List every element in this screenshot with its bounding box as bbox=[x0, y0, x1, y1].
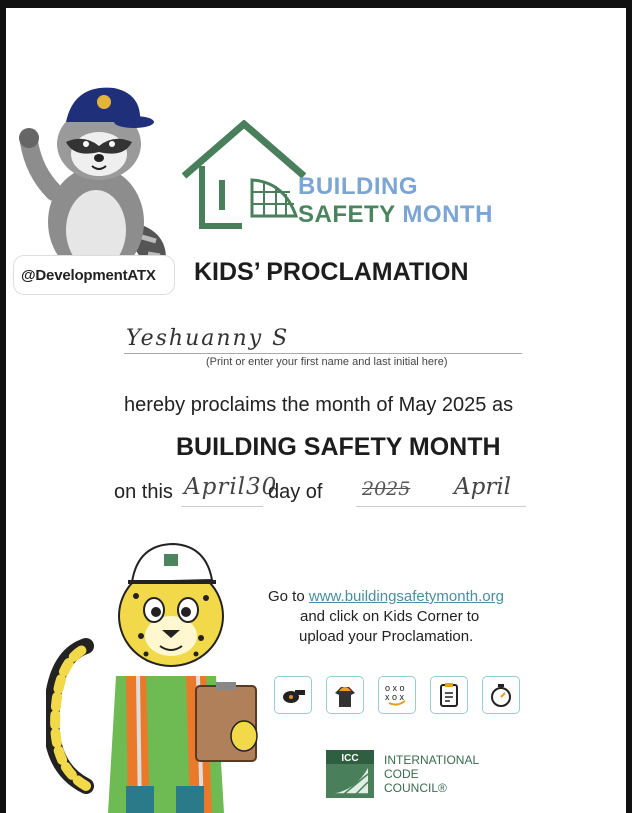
icc-badge-text: ICC bbox=[341, 753, 359, 764]
house-logo-icon bbox=[180, 120, 310, 232]
name-field[interactable]: Yeshuanny S bbox=[126, 326, 290, 351]
month-field[interactable]: April bbox=[454, 474, 512, 500]
date-middle: day of bbox=[268, 481, 323, 503]
day-field[interactable]: April30 bbox=[184, 474, 278, 500]
stopwatch-icon bbox=[482, 676, 520, 714]
day-underline bbox=[181, 506, 263, 507]
logo-text-building: BUILDING bbox=[298, 173, 418, 200]
proclamation-page bbox=[6, 8, 626, 813]
building-safety-month-heading: BUILDING SAFETY MONTH bbox=[176, 433, 501, 461]
svg-text:o x o: o x o bbox=[385, 683, 405, 693]
proclamation-title: KIDS’ PROCLAMATION bbox=[194, 258, 469, 286]
instructions-line3: upload your Proclamation. bbox=[299, 628, 474, 645]
name-hint: (Print or enter your first name and last initial here) bbox=[206, 356, 448, 368]
website-link[interactable]: www.buildingsafetymonth.org bbox=[308, 588, 504, 605]
icc-logo-icon bbox=[326, 750, 374, 798]
crossed-out-year: 2025 bbox=[362, 478, 411, 500]
activity-icons bbox=[274, 676, 520, 714]
name-underline bbox=[124, 353, 522, 354]
clipboard-icon bbox=[430, 676, 468, 714]
icc-name: INTERNATIONAL CODE COUNCIL® bbox=[384, 753, 480, 795]
proclaims-text: hereby proclaims the month of May 2025 as bbox=[124, 394, 514, 416]
game-plan-icon bbox=[378, 676, 416, 714]
hardhat-shirt-icon bbox=[326, 676, 364, 714]
whistle-icon bbox=[274, 676, 312, 714]
month-underline bbox=[356, 506, 526, 507]
social-handle: @DevelopmentATX bbox=[21, 267, 156, 284]
svg-text:x o x: x o x bbox=[385, 692, 405, 702]
instructions-line2: and click on Kids Corner to bbox=[300, 608, 480, 625]
date-prefix: on this bbox=[114, 481, 173, 503]
cheetah-mascot-icon bbox=[46, 536, 261, 813]
logo-text-safety-month: SAFETY MONTH bbox=[298, 201, 493, 228]
instructions-line1: Go to www.buildingsafetymonth.org bbox=[268, 588, 504, 605]
